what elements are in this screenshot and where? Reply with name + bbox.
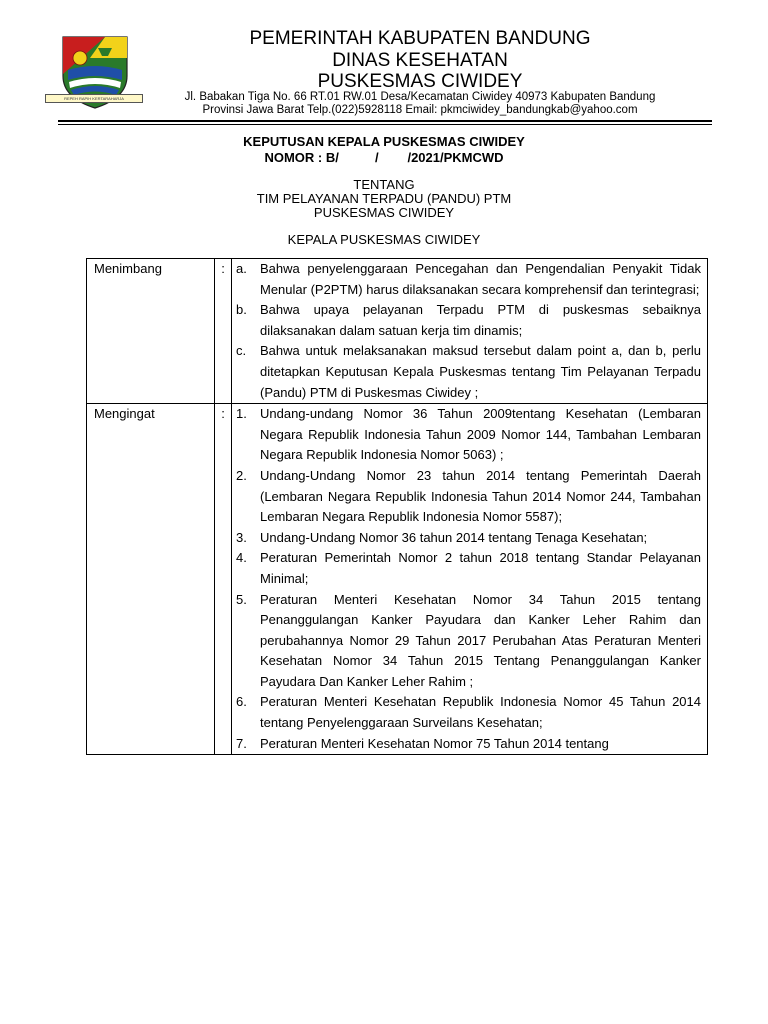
letterhead-address: Jl. Babakan Tiga No. 66 RT.01 RW.01 Desa/Kecamatan Ciwidey 40973 Kabupaten Bandung [184, 91, 656, 103]
list-item-text: Bahwa upaya pelayanan Terpadu PTM di puskesmas sebaiknya dilaksanakan dalam satuan kerja tim dinamis; [260, 302, 701, 338]
decree-number: NOMOR : B/ / /2021/PKMCWD [264, 150, 504, 165]
list-item [232, 734, 701, 755]
section-row-menimbang [87, 259, 708, 404]
section-label: Menimbang [87, 259, 215, 404]
list-item-text: Bahwa penyelenggaraan Pencegahan dan Pengendalian Penyakit Tidak Menular (P2PTM) harus dilaksanakan secara komprehensif dan terintegrasi; [260, 261, 701, 297]
list-item [232, 590, 701, 693]
list-item [232, 528, 701, 549]
list-item-text: Peraturan Menteri Kesehatan Nomor 75 Tahun 2014 tentang [260, 735, 609, 751]
section-label: Mengingat [87, 404, 215, 755]
list-item [232, 404, 701, 466]
decree-subject-line1: TIM PELAYANAN TERPADU (PANDU) PTM [256, 191, 512, 206]
list-item-text: Peraturan Menteri Kesehatan Republik Indonesia Nomor 45 Tahun 2014 tentang Penyelenggaraan Surveilans Kesehatan; [260, 694, 701, 731]
list-item-marker: 2. [236, 467, 247, 483]
section-colon: : [215, 404, 232, 755]
list-item-marker: 6. [236, 694, 247, 710]
list-item [232, 692, 701, 733]
letterhead-institution: PUSKESMAS CIWIDEY [317, 71, 523, 92]
letterhead-contact: Provinsi Jawa Barat Telp.(022)5928118 Email: pkmciwidey_bandungkab@yahoo.com [202, 104, 638, 116]
list-item-marker: 1. [236, 406, 247, 422]
section-content [232, 404, 708, 755]
list-item-text: Undang-undang Nomor 36 Tahun 2009tentang Kesehatan (Lembaran Negara Republik Indonesia Tahun 2009 Nomor 144, Tambahan Lembaran Negara Republik Indonesia Nomor 5063) ; [260, 406, 701, 463]
letterhead-government: PEMERINTAH KABUPATEN BANDUNG [249, 28, 591, 49]
section-content [232, 259, 708, 404]
letterhead-divider-thick [58, 120, 712, 122]
decree-subject-line2: PUSKESMAS CIWIDEY [313, 205, 455, 220]
list-item-marker: c. [236, 343, 247, 359]
list-item-marker: a. [236, 261, 247, 276]
list-item-marker: 7. [236, 735, 247, 751]
list-item [232, 466, 701, 528]
list-item-marker: 3. [236, 529, 247, 545]
list-item [232, 300, 701, 341]
list-item-text: Peraturan Menteri Kesehatan Nomor 34 Tahun 2015 tentang Penanggulangan Kanker Payudara dan Kanker Leher Rahim dan perubahannya Nomor 29 Tahun 2017 Perubahan Atas Peraturan Menteri Kesehatan Nomor 34 Tahun 2015 Tentang Penanggulangan Kanker Payudara Dan Kanker Leher Rahim ; [260, 591, 701, 689]
list-item-marker: 4. [236, 550, 247, 566]
letterhead-agency: DINAS KESEHATAN [332, 50, 508, 71]
decree-issuer: KEPALA PUSKESMAS CIWIDEY [287, 232, 481, 247]
list-item-text: Bahwa untuk melaksanakan maksud tersebut dalam point a, dan b, perlu ditetapkan Keputusan Kepala Puskesmas tentang Tim Pelayanan Terpadu (Pandu) PTM di Puskesmas Ciwidey ; [260, 343, 701, 400]
list-item [232, 259, 701, 300]
section-colon: : [215, 259, 232, 404]
emblem-motto: REPEH RAPIH KERTARAHARJA [64, 96, 124, 101]
decree-title: KEPUTUSAN KEPALA PUSKESMAS CIWIDEY [243, 134, 525, 149]
list-item [232, 548, 701, 589]
list-item-marker: b. [236, 302, 247, 318]
list-item-marker: 5. [236, 591, 247, 607]
list-item-text: Undang-Undang Nomor 23 tahun 2014 tentang Pemerintah Daerah (Lembaran Negara Republik Indonesia Tahun 2014 Nomor 244, Tambahan Lembaran Negara Republik Indonesia Nomor 5587); [260, 467, 701, 525]
list-item [232, 341, 701, 403]
considerations-table [86, 258, 708, 755]
letterhead [0, 0, 768, 125]
list-item-text: Peraturan Pemerintah Nomor 2 tahun 2018 tentang Standar Pelayanan Minimal; [260, 550, 701, 586]
section-row-mengingat [87, 404, 708, 755]
list-item-text: Undang-Undang Nomor 36 tahun 2014 tentang Tenaga Kesehatan; [260, 529, 648, 545]
decree-about: TENTANG [353, 177, 415, 192]
letterhead-divider-thin [58, 124, 712, 125]
